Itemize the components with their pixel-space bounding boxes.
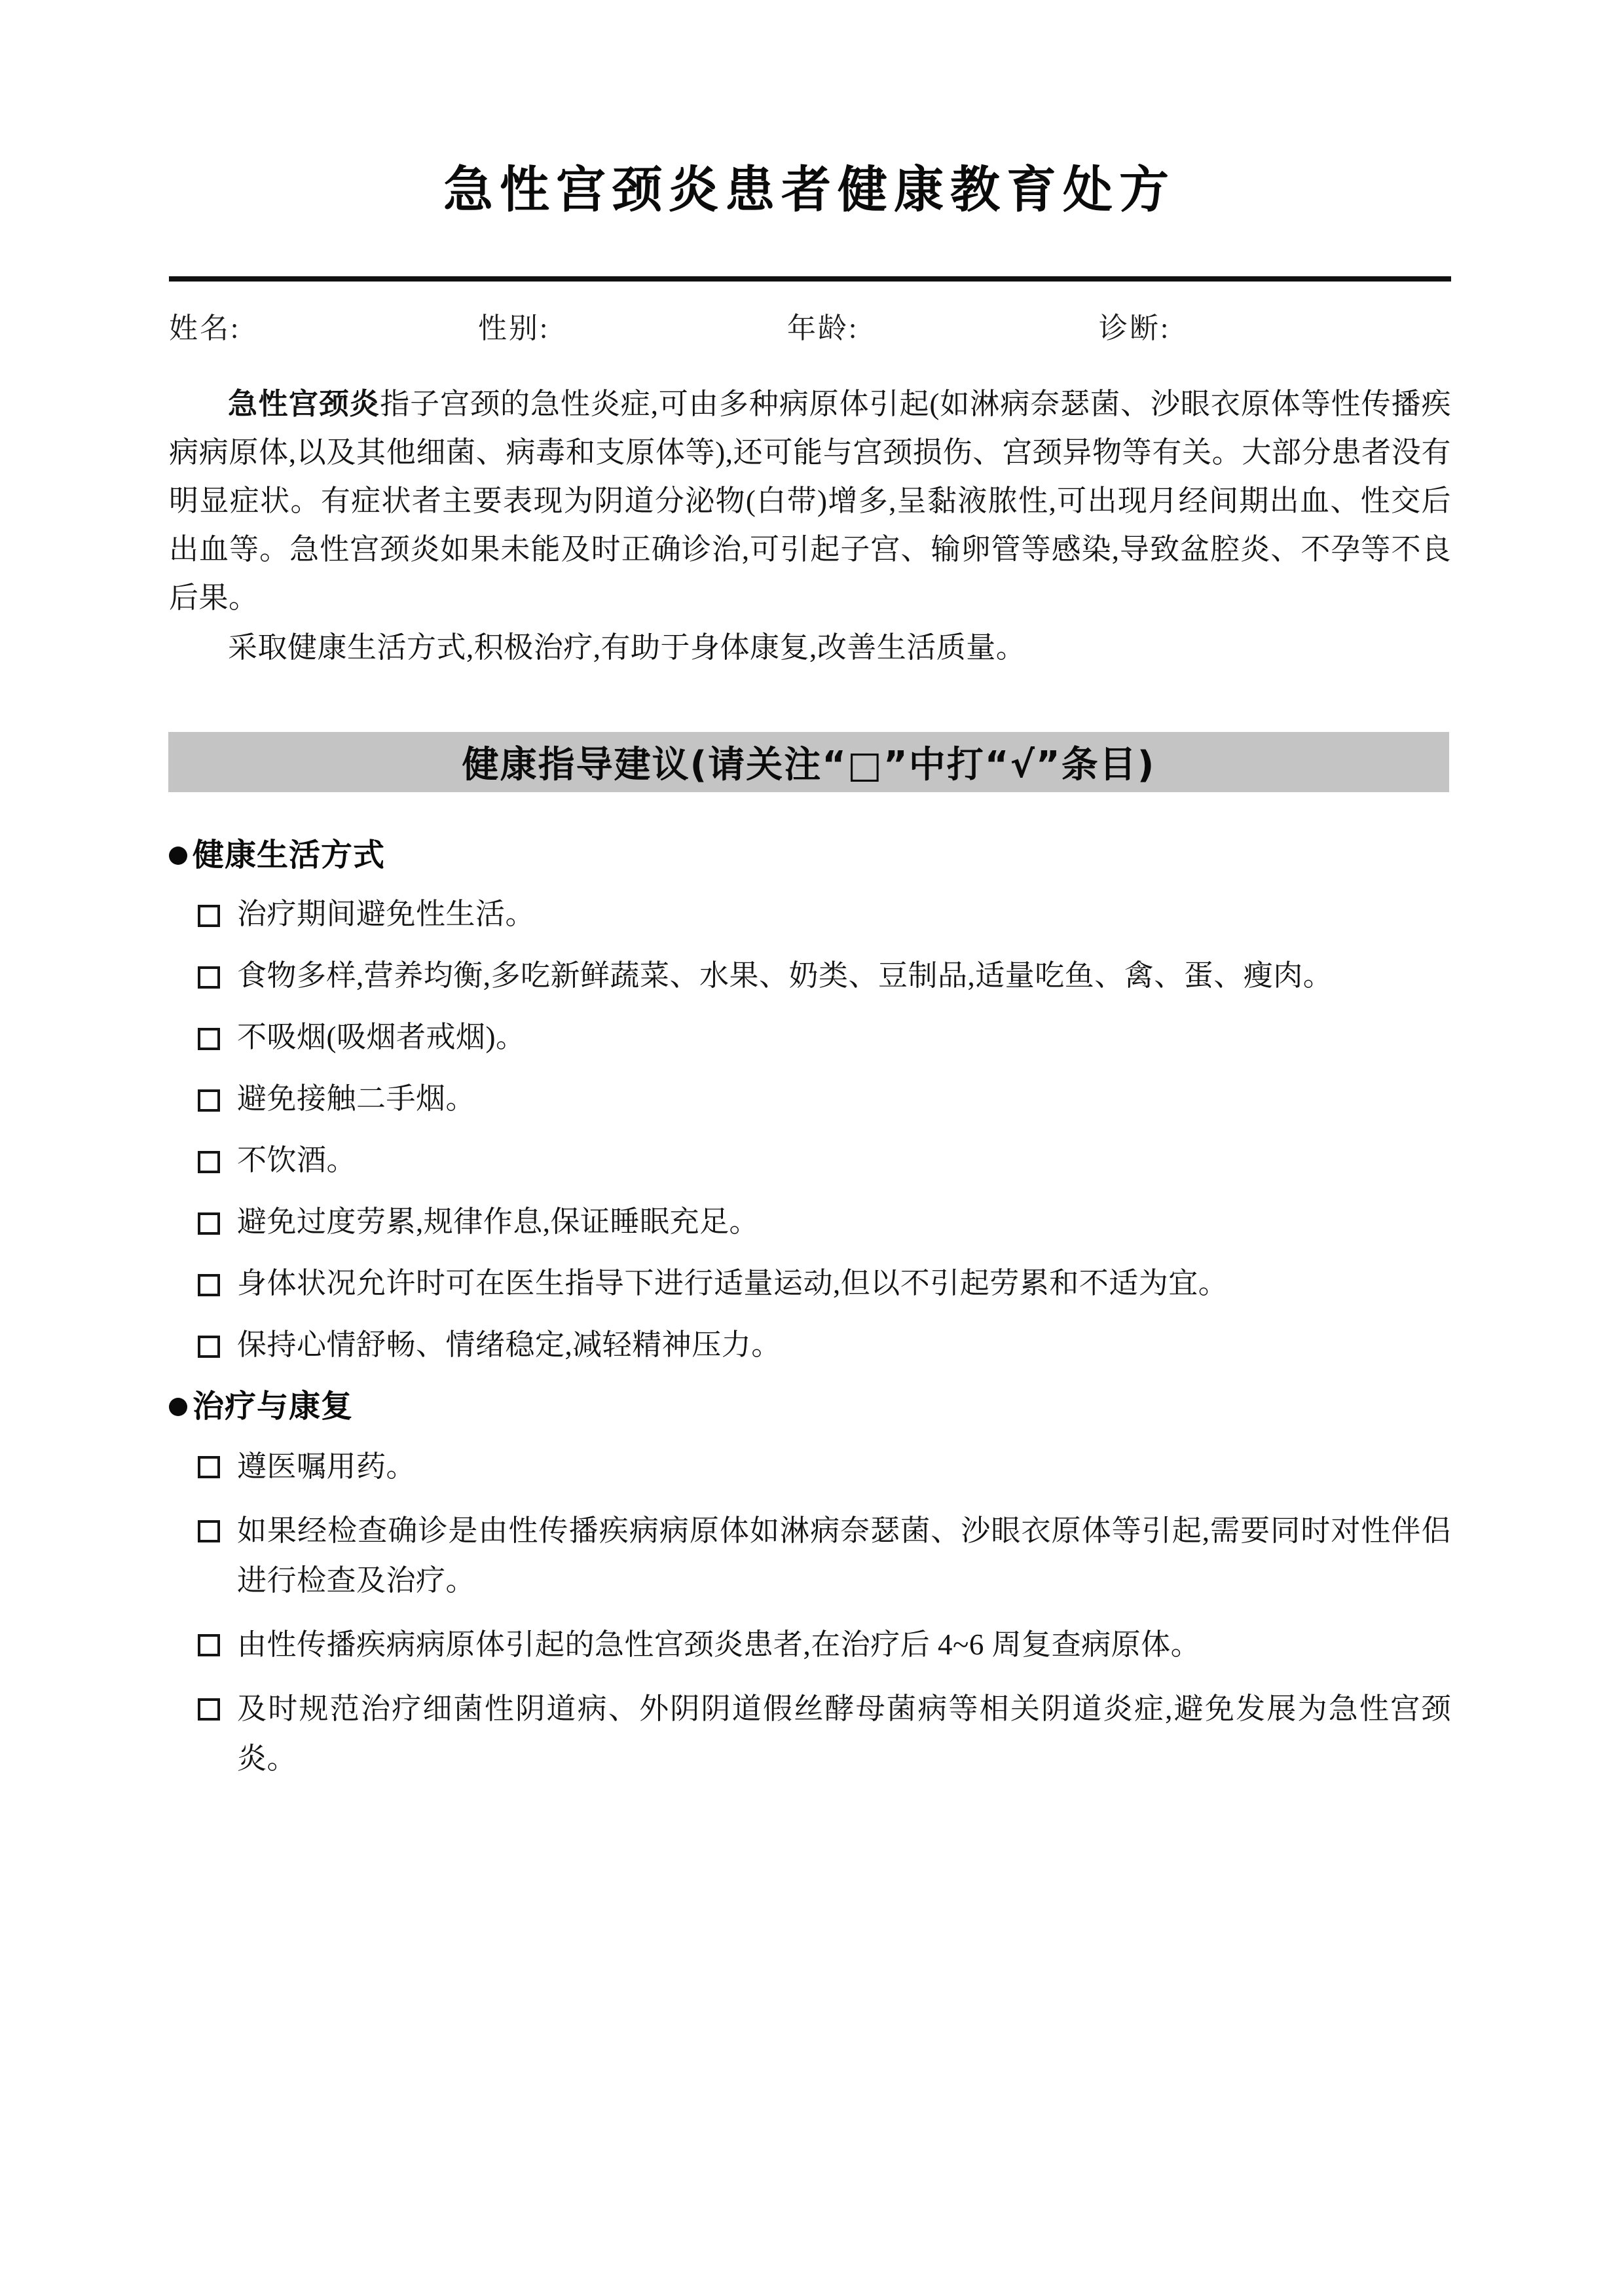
group-heading-label: 治疗与康复 xyxy=(193,1388,354,1425)
checkbox-icon[interactable] xyxy=(198,1520,220,1542)
list-item[interactable] xyxy=(169,1137,1451,1184)
list-item[interactable] xyxy=(169,1684,1451,1783)
list-item[interactable] xyxy=(169,1442,1451,1491)
checkbox-icon[interactable] xyxy=(198,1274,220,1296)
list-item[interactable] xyxy=(169,1013,1451,1061)
checkbox-icon[interactable] xyxy=(198,1336,220,1358)
list-item[interactable] xyxy=(169,1321,1451,1368)
checkbox-icon[interactable] xyxy=(198,1028,220,1050)
field-label-gender[interactable]: 性别: xyxy=(478,312,550,344)
list-item-label: 遵医嘱用药。 xyxy=(237,1450,416,1483)
list-item[interactable] xyxy=(169,1198,1451,1245)
title-divider xyxy=(169,276,1451,282)
checkbox-icon[interactable] xyxy=(198,1698,220,1721)
checkbox-icon[interactable] xyxy=(198,1212,220,1235)
group-heading-label: 健康生活方式 xyxy=(193,837,386,873)
checkbox-icon[interactable] xyxy=(198,1456,220,1478)
patient-fields-row xyxy=(169,308,1451,354)
field-label-age[interactable]: 年龄: xyxy=(787,312,859,344)
list-item-label: 及时规范治疗细菌性阴道病、外阴阴道假丝酵母菌病等相关阴道炎症,避免发展为急性宫颈炎。 xyxy=(237,1692,1451,1775)
list-item[interactable] xyxy=(169,1075,1451,1122)
checkbox-icon[interactable] xyxy=(198,1151,220,1173)
list-item-label: 如果经检查确诊是由性传播疾病病原体如淋病奈瑟菌、沙眼衣原体等引起,需要同时对性伴侣进行检查及治疗。 xyxy=(237,1514,1451,1597)
intro-paragraph-2: 采取健康生活方式,积极治疗,有助于身体康复,改善生活质量。 xyxy=(228,631,1026,664)
intro-paragraph-1 xyxy=(169,380,1451,622)
checkbox-icon[interactable] xyxy=(198,1634,220,1656)
list-item-label: 保持心情舒畅、情绪稳定,减轻精神压力。 xyxy=(237,1328,781,1361)
list-item[interactable] xyxy=(169,890,1451,938)
checkbox-icon[interactable] xyxy=(198,966,220,989)
bullet-icon xyxy=(169,847,187,865)
guidance-group-treatment xyxy=(169,1383,1451,1783)
checkbox-icon[interactable] xyxy=(198,905,220,927)
list-item-label: 食物多样,营养均衡,多吃新鲜蔬菜、水果、奶类、豆制品,适量吃鱼、禽、蛋、瘦肉。 xyxy=(237,959,1333,992)
list-item[interactable] xyxy=(169,1506,1451,1605)
list-item[interactable] xyxy=(169,952,1451,999)
list-item-label: 不吸烟(吸烟者戒烟)。 xyxy=(237,1021,526,1053)
list-item-label: 避免接触二手烟。 xyxy=(237,1082,476,1115)
field-label-name[interactable]: 姓名: xyxy=(169,312,241,344)
intro-lead-term: 急性宫颈炎 xyxy=(228,388,380,420)
list-item-label: 由性传播疾病病原体引起的急性宫颈炎患者,在治疗后 4~6 周复查病原体。 xyxy=(237,1628,1201,1661)
list-item-label: 治疗期间避免性生活。 xyxy=(237,898,536,930)
list-item-label: 避免过度劳累,规律作息,保证睡眠充足。 xyxy=(237,1205,760,1238)
field-label-diagnosis[interactable]: 诊断: xyxy=(1099,312,1171,344)
section-banner xyxy=(168,732,1449,792)
checklist-treatment xyxy=(169,1442,1451,1783)
intro-paragraph-1-rest: 指子宫颈的急性炎症,可由多种病原体引起(如淋病奈瑟菌、沙眼衣原体等性传播疾病病原体,以及其他细菌、病毒和支原体等),还可能与宫颈损伤、宫颈异物等有关。大部分患者没有明显症状。有症状者主要表现为阴道分泌物(白带)增多,呈黏液脓性,可出现月经间期出血、性交后出血等。急性宫颈炎如果未能及时正确诊治,可引起子宫、输卵管等感染,导致盆腔炎、不孕等不良后果。 xyxy=(169,388,1451,614)
checkbox-icon[interactable] xyxy=(198,1089,220,1112)
guidance-group-lifestyle xyxy=(169,831,1451,1368)
list-item-label: 不饮酒。 xyxy=(237,1144,357,1176)
list-item-label: 身体状况允许时可在医生指导下进行适量运动,但以不引起劳累和不适为宜。 xyxy=(237,1267,1228,1300)
checklist-lifestyle xyxy=(169,890,1451,1368)
page-title: 急性宫颈炎患者健康教育处方 xyxy=(443,160,1175,219)
guidance-groups xyxy=(169,831,1451,1798)
section-banner-label: 健康指导建议(请关注“□”中打“√”条目) xyxy=(462,744,1156,786)
list-item[interactable] xyxy=(169,1260,1451,1307)
list-item[interactable] xyxy=(169,1620,1451,1669)
intro-block xyxy=(169,380,1451,673)
bullet-icon xyxy=(169,1398,187,1416)
group-heading-treatment xyxy=(169,1383,1451,1430)
group-heading-lifestyle xyxy=(169,831,1451,879)
